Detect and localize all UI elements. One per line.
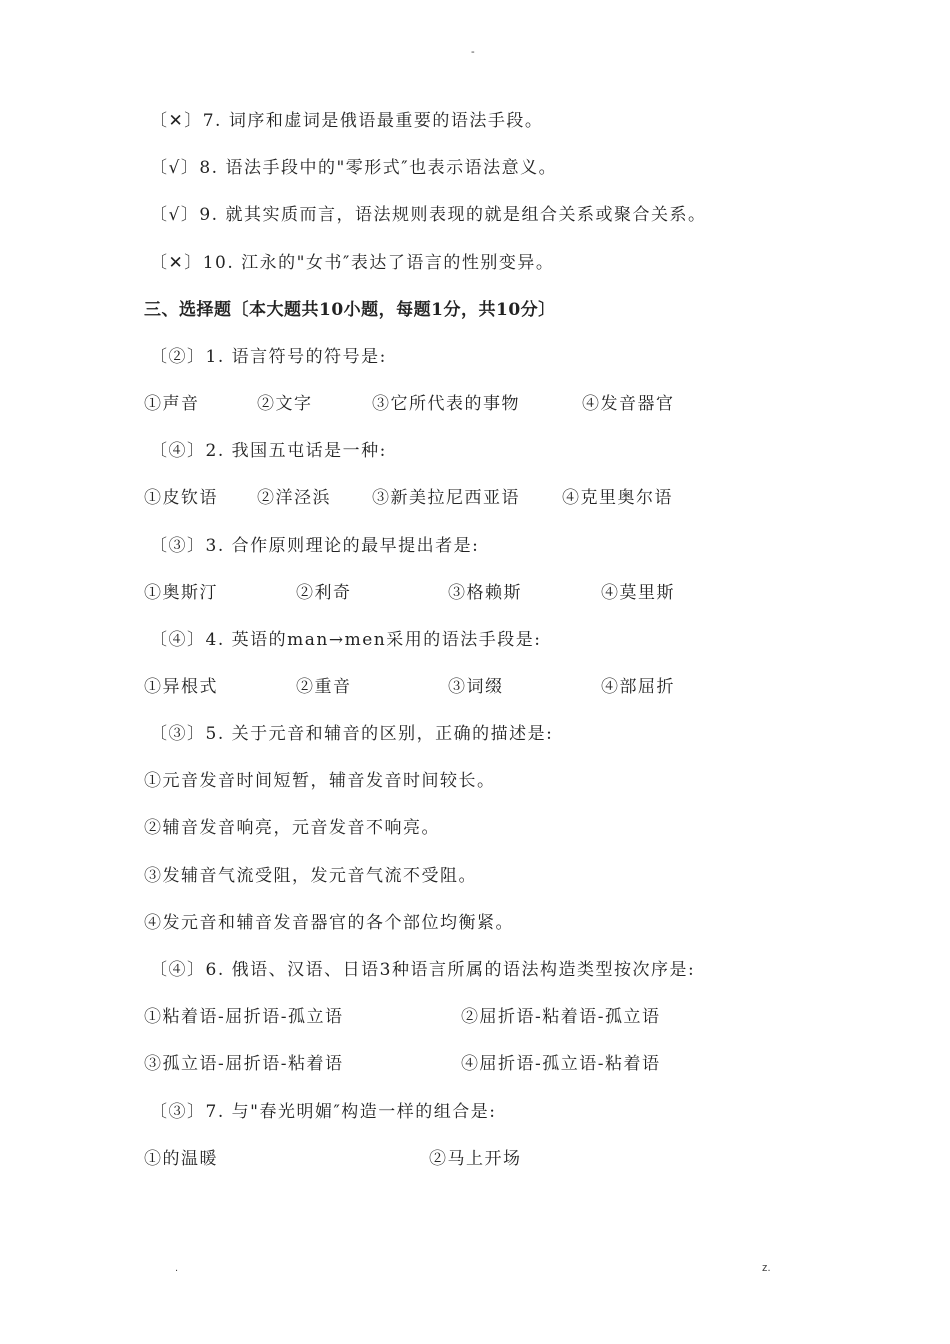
option: ②文字 bbox=[257, 394, 313, 414]
option: ②屈折语-粘着语-孤立语 bbox=[461, 1007, 661, 1027]
question: 〔④〕4. 英语的man→men采用的语法手段是: bbox=[150, 630, 542, 650]
option: ②利奇 bbox=[296, 583, 352, 603]
option: ②辅音发音响亮，元音发音不响亮。 bbox=[144, 818, 440, 838]
option: ③格赖斯 bbox=[448, 583, 522, 603]
option: ①的温暖 bbox=[144, 1149, 218, 1169]
option: ①声音 bbox=[144, 394, 200, 414]
header-mark: - bbox=[471, 46, 475, 58]
option: ①元音发音时间短暂，辅音发音时间较长。 bbox=[144, 771, 496, 791]
question: 〔③〕5. 关于元音和辅音的区别，正确的描述是: bbox=[150, 724, 554, 744]
option: ①皮钦语 bbox=[144, 488, 218, 508]
option: ④部屈折 bbox=[601, 677, 675, 697]
option: ④克里奥尔语 bbox=[562, 488, 673, 508]
question: 〔②〕1. 语言符号的符号是: bbox=[150, 347, 387, 367]
option: ①异根式 bbox=[144, 677, 218, 697]
question: 〔④〕2. 我国五屯话是一种: bbox=[150, 441, 387, 461]
option: ④发音器官 bbox=[582, 394, 675, 414]
tf-item: 〔√〕8. 语法手段中的"零形式″也表示语法意义。 bbox=[150, 158, 558, 178]
option: ②重音 bbox=[296, 677, 352, 697]
option: ②洋泾浜 bbox=[257, 488, 331, 508]
option: ④发元音和辅音发音器官的各个部位均衡紧。 bbox=[144, 913, 514, 933]
footer-right-mark: z. bbox=[762, 1262, 771, 1274]
option: ④屈折语-孤立语-粘着语 bbox=[461, 1054, 661, 1074]
section-heading: 三、选择题〔本大题共10小题，每题1分，共10分〕 bbox=[144, 300, 556, 320]
option: ④莫里斯 bbox=[601, 583, 675, 603]
option: ③孤立语-屈折语-粘着语 bbox=[144, 1054, 344, 1074]
option: ②马上开场 bbox=[429, 1149, 522, 1169]
option: ③它所代表的事物 bbox=[372, 394, 520, 414]
option: ①粘着语-屈折语-孤立语 bbox=[144, 1007, 344, 1027]
tf-item: 〔✕〕10. 江永的"女书″表达了语言的性别变异。 bbox=[150, 253, 555, 273]
tf-item: 〔√〕9. 就其实质而言，语法规则表现的就是组合关系或聚合关系。 bbox=[150, 205, 707, 225]
option: ①奥斯汀 bbox=[144, 583, 218, 603]
option: ③新美拉尼西亚语 bbox=[372, 488, 520, 508]
question: 〔④〕6. 俄语、汉语、日语3种语言所属的语法构造类型按次序是: bbox=[150, 960, 696, 980]
option: ③词缀 bbox=[448, 677, 504, 697]
footer-left-mark: . bbox=[175, 1262, 179, 1274]
question: 〔③〕3. 合作原则理论的最早提出者是: bbox=[150, 536, 480, 556]
option: ③发辅音气流受阻，发元音气流不受阻。 bbox=[144, 866, 477, 886]
tf-item: 〔✕〕7. 词序和虚词是俄语最重要的语法手段。 bbox=[150, 111, 544, 131]
question: 〔③〕7. 与"春光明媚″构造一样的组合是: bbox=[150, 1102, 497, 1122]
